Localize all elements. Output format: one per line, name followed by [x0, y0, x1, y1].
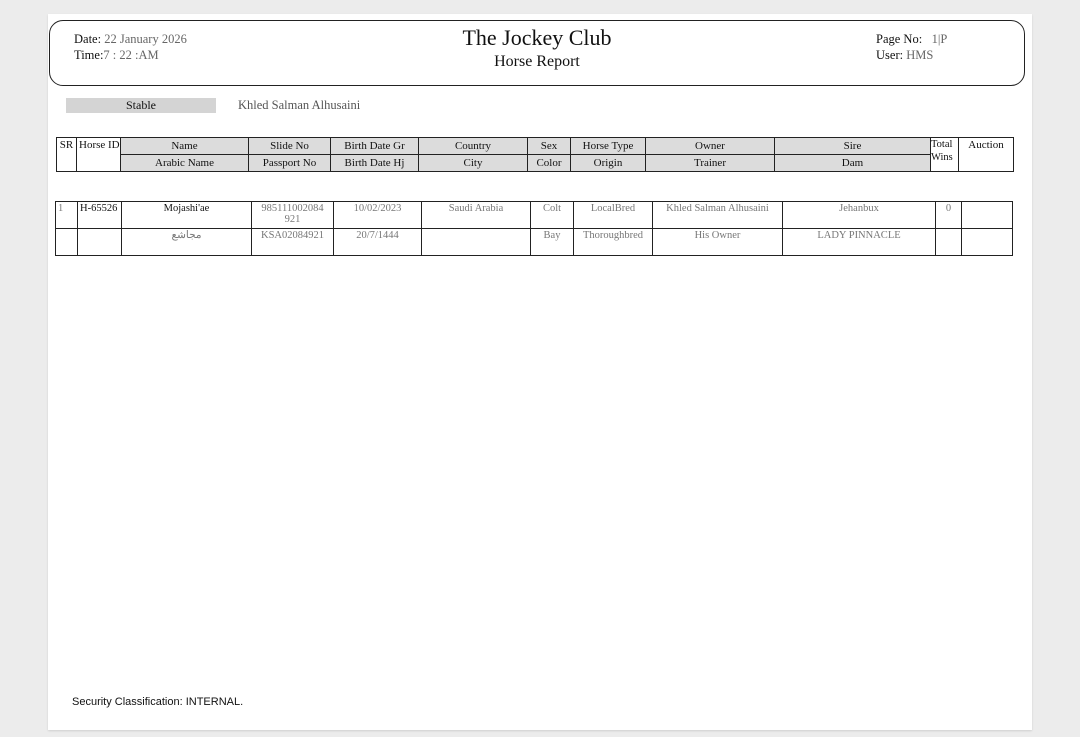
- row-name: Mojashi'ae: [122, 202, 252, 229]
- page-label: Page No:: [876, 32, 923, 46]
- row-birth-date-hj: 20/7/1444: [334, 229, 422, 256]
- user-label: User:: [876, 48, 904, 62]
- col-dam: Dam: [775, 155, 931, 172]
- row-trainer: His Owner: [653, 229, 783, 256]
- col-trainer: Trainer: [646, 155, 775, 172]
- row-total-wins: 0: [936, 202, 962, 229]
- table-row: [56, 229, 1013, 256]
- col-passport-no: Passport No: [249, 155, 331, 172]
- time-value: 7 : 22 :AM: [103, 48, 159, 62]
- col-auction: Auction: [959, 138, 1014, 172]
- col-birth-date-gr: Birth Date Gr: [331, 138, 419, 155]
- row-passport-no: KSA02084921: [252, 229, 334, 256]
- col-city: City: [419, 155, 528, 172]
- row-horse-id: H-65526: [78, 202, 122, 229]
- report-subtitle: Horse Report: [494, 53, 580, 70]
- horse-data-table: [55, 201, 1013, 256]
- date-value: 22 January 2026: [104, 32, 187, 46]
- row-owner: Khled Salman Alhusaini: [653, 202, 783, 229]
- row-auction-empty: [962, 229, 1013, 256]
- row-slide-no: [252, 202, 334, 229]
- stable-row: [66, 98, 466, 113]
- stable-label: Stable: [66, 98, 216, 113]
- row-slide-no-line2: 921: [284, 214, 301, 225]
- col-slide-no: Slide No: [249, 138, 331, 155]
- col-origin: Origin: [571, 155, 646, 172]
- col-total-wins: [931, 138, 959, 172]
- row-sr-empty: [56, 229, 78, 256]
- table-row: [56, 202, 1013, 229]
- row-sire: Jehanbux: [783, 202, 936, 229]
- col-color: Color: [528, 155, 571, 172]
- page-value: 1|P: [931, 32, 948, 46]
- security-classification: Security Classification: INTERNAL.: [72, 696, 244, 708]
- col-sex: Sex: [528, 138, 571, 155]
- col-arabic-name: Arabic Name: [121, 155, 249, 172]
- row-arabic-name: مجاشع: [122, 229, 252, 256]
- report-header: [49, 20, 1025, 86]
- row-city: [422, 229, 531, 256]
- col-horse-id: Horse ID: [77, 138, 121, 172]
- col-country: Country: [419, 138, 528, 155]
- row-birth-date-gr: 10/02/2023: [334, 202, 422, 229]
- row-auction: [962, 202, 1013, 229]
- col-total: Total: [931, 139, 953, 150]
- row-total-wins-empty: [936, 229, 962, 256]
- stable-value: Khled Salman Alhusaini: [238, 98, 361, 112]
- time-label: Time:: [74, 48, 104, 62]
- row-horse-type: LocalBred: [574, 202, 653, 229]
- col-owner: Owner: [646, 138, 775, 155]
- report-title: The Jockey Club: [462, 25, 612, 50]
- row-country: Saudi Arabia: [422, 202, 531, 229]
- row-color: Bay: [531, 229, 574, 256]
- row-horse-id-empty: [78, 229, 122, 256]
- date-label: Date:: [74, 32, 102, 46]
- user-value: HMS: [906, 48, 934, 62]
- col-horse-type: Horse Type: [571, 138, 646, 155]
- row-origin: Thoroughbred: [574, 229, 653, 256]
- row-sr: 1: [56, 202, 78, 229]
- col-sr: SR: [57, 138, 77, 172]
- col-wins: Wins: [931, 152, 953, 163]
- column-header-table: [56, 137, 1014, 172]
- col-sire: Sire: [775, 138, 931, 155]
- col-birth-date-hj: Birth Date Hj: [331, 155, 419, 172]
- report-page: [48, 14, 1032, 730]
- col-name: Name: [121, 138, 249, 155]
- row-dam: LADY PINNACLE: [783, 229, 936, 256]
- row-slide-no-line1: 985111002084: [261, 203, 324, 214]
- row-sex: Colt: [531, 202, 574, 229]
- header-page-user: [876, 31, 947, 63]
